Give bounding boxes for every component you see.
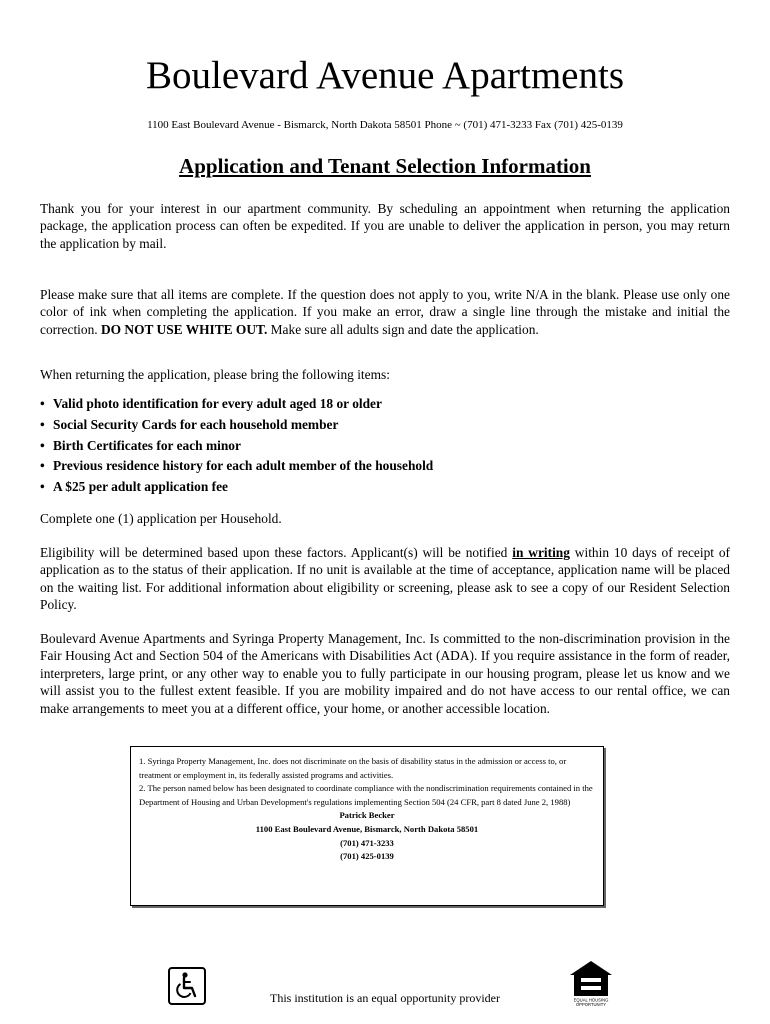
eligibility-text-b: within 10 days of receipt of application as to the status of their application. If no unit is available at the time of acceptance, application name will be placed on the waiting list. For additional information about eligibility or screening, please ask to see a copy of our Resident Selection Policy. (40, 545, 731, 613)
contact-fax: (701) 425-0139 (340, 851, 394, 862)
nondiscrimination-paragraph: Boulevard Avenue Apartments and Syringa Property Management, Inc. Is committed to the non-discrimination provision in the Fair Housing Act and Section 504 of the Americans with Disabilities Act (ADA). If you require assistance in the form of reader, interpreters, large print, or any other way to enable you to fully participate in our housing program, please let us know and we will assist you to the fullest extent feasible. If you are mobility impaired and do not have access to our rental office, we can make arrangements to meet you at a different office, your home, or another accessible location. (40, 631, 730, 716)
section-504-notice-box (130, 746, 604, 906)
bullet-marker: • (40, 458, 45, 474)
bullet-marker: • (40, 416, 45, 432)
eligibility-text-a: Eligibility will be determined based upon these factors. Applicant(s) will be notified (40, 545, 513, 560)
notice-item-1: 1. Syringa Property Management, Inc. does not discriminate on the basis of disability status in the admission or access to, or treatment or employment in, its federally assisted programs and activities. (139, 756, 567, 780)
one-application-note: Complete one (1) application per Household. (40, 511, 282, 526)
intro-paragraph: Thank you for your interest in our apartment community. By scheduling an appointment when returning the application package, the application process can often be expedited. If you are unable to deliver the application in person, you may return the application by mail. (40, 201, 730, 251)
bullet-marker: • (40, 437, 45, 453)
white-out-warning: DO NOT USE WHITE OUT. (100, 321, 268, 337)
instructions-text-a: Please make sure that all items are complete. If the question does not apply to you, write N/A in the blank. Please use only one color of ink when completing the application. If you make an error, draw a single line through the mistake and initial the correction. (40, 287, 730, 337)
instructions-paragraph (40, 286, 730, 338)
list-item-text: A $25 per adult application fee (53, 479, 228, 495)
list-item-text: Social Security Cards for each household member (53, 416, 339, 432)
list-item (40, 456, 730, 477)
contact-address: 1100 East Boulevard Avenue, Bismarck, North Dakota 58501 (255, 823, 479, 834)
svg-text:OPPORTUNITY: OPPORTUNITY (575, 1002, 607, 1007)
in-writing-emphasis: in writing (512, 545, 570, 560)
bullet-marker: • (40, 479, 45, 495)
list-item (40, 477, 730, 498)
contact-phone: (701) 471-3233 (340, 837, 394, 848)
instructions-text-b: Make sure all adults sign and date the application. (267, 321, 539, 337)
address-line: 1100 East Boulevard Avenue - Bismarck, North Dakota 58501 Phone ~ (701) 471-3233 Fax (701) 425-0139 (147, 119, 623, 131)
required-items-list (40, 394, 730, 498)
list-item (40, 415, 730, 436)
list-item (40, 394, 730, 415)
section-heading: Application and Tenant Selection Information (179, 154, 591, 178)
page-title: Boulevard Avenue Apartments (146, 54, 624, 97)
bullet-marker: • (40, 396, 45, 411)
list-item-text: Previous residence history for each adult member of the household (53, 458, 434, 474)
eligibility-paragraph (40, 544, 730, 614)
list-item (40, 436, 730, 457)
svg-text:EQUAL HOUSING: EQUAL HOUSING (573, 997, 609, 1003)
bring-intro: When returning the application, please bring the following items: (40, 367, 390, 382)
footer-statement: This institution is an equal opportunity provider (270, 991, 500, 1005)
contact-name: Patrick Becker (339, 810, 395, 821)
list-item-text: Birth Certificates for each minor (53, 437, 241, 453)
notice-item-2: 2. The person named below has been designated to coordinate compliance with the nondiscrimination requirements contained in the Department of Housing and Urban Development's regulations implementing Section 504 (24 CFR, part 8 dated June 2, 1988) (139, 783, 593, 807)
list-item-text: Valid photo identification for every adult aged 18 or older (53, 396, 382, 411)
